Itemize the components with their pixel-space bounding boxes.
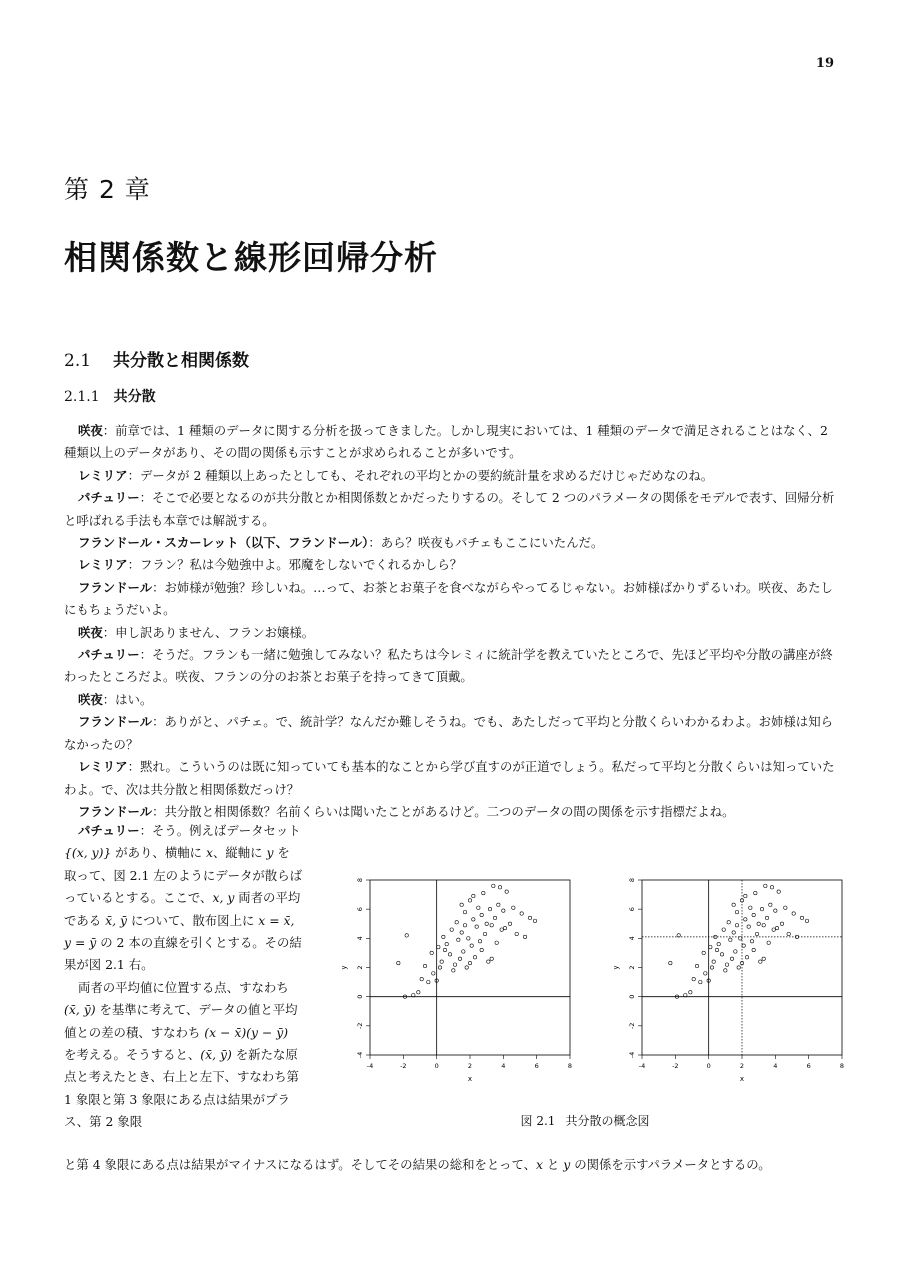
subsection-heading: 共分散: [113, 389, 156, 405]
dialogue-line: [64, 689, 838, 711]
data-point: [762, 924, 765, 927]
dialogue-line: [64, 420, 838, 465]
data-point: [423, 964, 426, 967]
dialogue-text: 黙れ。こういうのは既に知っていても基本的なことから学び直すのが正道でしょう。私だって平均と分散くらいは知っていたわよ。で、次は共分散と相関係数だっけ？: [64, 759, 835, 797]
math-inline: y: [563, 1157, 571, 1172]
data-point: [710, 966, 713, 969]
data-point: [709, 945, 712, 948]
y-tick-label: 8: [356, 877, 364, 883]
narrow-paragraph-2: [64, 977, 302, 1134]
math-inline: x = x̄, y = ȳ: [64, 912, 295, 951]
text-run: と: [542, 1157, 564, 1172]
data-point: [744, 918, 747, 921]
text-run: の 2 本の直線を引くとする。その結果が図 2.1 右。: [64, 935, 302, 973]
data-point: [495, 941, 498, 944]
scatter-plot-left-svg: [330, 868, 580, 1098]
data-point: [704, 972, 707, 975]
chapter-title: 相関係数と線形回帰分析: [64, 238, 438, 277]
section-title: [64, 346, 249, 371]
x-tick-label: -2: [400, 1062, 407, 1070]
data-point: [739, 937, 742, 940]
data-point: [500, 928, 503, 931]
data-point: [438, 966, 441, 969]
x-tick-label: 4: [773, 1062, 778, 1070]
data-point: [722, 928, 725, 931]
y-tick-label: -2: [628, 1022, 636, 1030]
dialogue-line: [64, 577, 838, 622]
speaker-separator: ：: [102, 624, 116, 640]
text-run: 両者の平均である: [64, 890, 301, 928]
y-tick-label: 0: [356, 994, 364, 999]
speaker-name: パチュリー: [78, 647, 140, 663]
data-point: [450, 928, 453, 931]
data-point: [725, 963, 728, 966]
data-point: [452, 969, 455, 972]
dialogue-text: そこで必要となるのが共分散とか相関係数とかだったりするの。そして 2 つのパラメータの関係をモデルで表す、回帰分析と呼ばれる手法も本章では解説する。: [64, 490, 835, 528]
speaker-separator: ：: [127, 467, 140, 483]
page-number: 19: [815, 56, 834, 71]
data-point: [460, 903, 463, 906]
math-inline: x: [205, 845, 213, 861]
data-point: [440, 960, 443, 963]
y-tick-label: -4: [356, 1051, 364, 1059]
dialogue-line: [64, 532, 838, 554]
data-point: [765, 916, 768, 919]
text-run: を取って、図 2.1 左のようにデータが散らばっているとする。ここで、: [64, 845, 302, 906]
data-point: [769, 903, 772, 906]
data-point: [498, 886, 501, 889]
speaker-name: 咲夜: [78, 624, 103, 640]
x-tick-label: 8: [567, 1062, 573, 1070]
dialogue-text: データが 2 種類以上あったとしても、それぞれの平均とかの要約統計量を求めるだけじゃだめなのね。: [139, 467, 714, 483]
section-number: 2.1: [64, 351, 92, 371]
dialogue-line: [64, 554, 838, 576]
data-point: [505, 890, 508, 893]
data-point: [460, 931, 463, 934]
data-point: [483, 932, 486, 935]
x-tick-label: 4: [501, 1062, 506, 1070]
data-point: [737, 966, 740, 969]
x-tick-label: 6: [534, 1062, 539, 1070]
data-point: [462, 950, 465, 953]
data-point: [762, 957, 765, 960]
data-point: [472, 894, 475, 897]
data-point: [468, 899, 471, 902]
data-point: [732, 931, 735, 934]
speaker-separator: ：: [102, 423, 116, 438]
speaker-name: 咲夜: [78, 691, 103, 707]
x-tick-label: -2: [672, 1062, 679, 1070]
data-point: [770, 886, 773, 889]
y-tick-label: 8: [628, 877, 636, 883]
data-point: [760, 907, 763, 910]
data-point: [533, 919, 536, 922]
dialogue-text: 申し訳ありません、フランお嬢様。: [115, 624, 315, 640]
data-point: [512, 906, 515, 909]
dialogue-line: [64, 711, 838, 756]
y-tick-label: 6: [628, 907, 636, 912]
data-point: [432, 972, 435, 975]
speaker-name: 咲夜: [78, 423, 103, 438]
data-point: [488, 907, 491, 910]
x-tick-label: 0: [706, 1062, 711, 1070]
data-point: [463, 924, 466, 927]
x-axis-label: x: [467, 1075, 473, 1083]
data-point: [692, 977, 695, 980]
math-inline: {(x, y)}: [64, 845, 112, 861]
data-point: [742, 944, 745, 947]
data-point: [750, 940, 753, 943]
data-point: [754, 891, 757, 894]
text-run: そう。例えばデータセット: [151, 823, 301, 838]
data-point: [465, 966, 468, 969]
math-inline: (x̄, ȳ): [200, 1047, 232, 1063]
x-tick-label: -4: [366, 1062, 374, 1070]
dialogue-text: 前章では、1 種類のデータに関する分析を扱ってきました。しかし現実においては、1 種類のデータで満足されることはなく、2 種類以上のデータがあり、その間の関係も示すことが求められることが多いです。: [64, 423, 828, 461]
math-inline: x: [535, 1157, 543, 1172]
data-point: [417, 991, 420, 994]
data-point: [455, 921, 458, 924]
data-point: [503, 926, 506, 929]
dialogue-text: そうだ。フランも一緒に勉強してみない？私たちは今レミィに統計学を教えていたところで、先ほど平均や分散の講座が終わったところだよ。咲夜、フランの分のお茶とお菓子を持ってきて頂戴。: [64, 647, 833, 685]
y-axis-label: y: [340, 965, 348, 970]
text-run: を基準に考えて、データの値と平均値との差の積、すなわち: [64, 1002, 298, 1040]
data-point: [787, 932, 790, 935]
data-point: [397, 961, 400, 964]
data-point: [508, 922, 511, 925]
text-run: と第 4 象限にある点は結果がマイナスになるはず。そしてその結果の総和をとって、: [64, 1157, 536, 1172]
x-tick-label: 0: [434, 1062, 439, 1070]
narrow-text-column: [64, 820, 302, 1134]
section-heading: 共分散と相関係数: [113, 351, 250, 371]
data-point: [467, 937, 470, 940]
subsection-title: [64, 386, 156, 406]
data-point: [497, 903, 500, 906]
data-point: [745, 956, 748, 959]
data-point: [458, 957, 461, 960]
y-tick-label: 6: [356, 907, 364, 912]
data-point: [689, 991, 692, 994]
data-point: [699, 980, 702, 983]
speaker-separator: ：: [152, 579, 165, 595]
chapter-label: 第 2 章: [64, 175, 151, 204]
y-tick-label: 2: [628, 965, 636, 970]
data-point: [437, 945, 440, 948]
data-point: [752, 948, 755, 951]
dialogue-line: [64, 487, 838, 532]
data-point: [729, 938, 732, 941]
data-point: [480, 913, 483, 916]
data-point: [747, 925, 750, 928]
y-axis-label: y: [612, 965, 620, 970]
dialogue-text: お姉様が勉強？珍しいね。…って、お茶とお菓子を食べながらやってるじゃない。お姉様ばかりずるいわ。咲夜、あたしにもちょうだいよ。: [64, 579, 833, 618]
x-tick-label: 6: [806, 1062, 811, 1070]
y-tick-label: 4: [356, 936, 364, 941]
speaker-separator: ：: [102, 691, 116, 707]
data-point: [492, 884, 495, 887]
data-point: [493, 916, 496, 919]
figure-2-1: [330, 868, 850, 1108]
data-point: [712, 960, 715, 963]
data-point: [528, 916, 531, 919]
math-inline: y: [266, 845, 274, 861]
data-point: [735, 924, 738, 927]
speaker-name: パチュリー: [78, 823, 140, 838]
dialogue-line: [64, 622, 838, 644]
data-point: [784, 906, 787, 909]
dialogue-text: 共分散と相関係数？名前くらいは聞いたことがあるけど。二つのデータの間の関係を示す指標だよね。: [164, 803, 735, 819]
data-point: [734, 950, 737, 953]
speaker-name: パチュリー: [78, 490, 140, 506]
data-point: [520, 912, 523, 915]
speaker-name: フランドール: [78, 714, 153, 730]
plot-frame: [370, 880, 570, 1055]
y-tick-label: 2: [356, 965, 364, 970]
data-point: [777, 890, 780, 893]
speaker-separator: ：: [127, 759, 140, 775]
y-tick-label: 4: [628, 936, 636, 941]
data-point: [478, 940, 481, 943]
data-point: [457, 938, 460, 941]
data-point: [515, 932, 518, 935]
data-point: [473, 956, 476, 959]
data-point: [443, 948, 446, 951]
data-point: [717, 942, 720, 945]
math-inline: x, y: [212, 890, 235, 906]
data-point: [482, 891, 485, 894]
speaker-name: フランドール: [78, 803, 153, 819]
scatter-plot-right-svg: [602, 868, 852, 1098]
text-run: があり、横軸に: [111, 845, 206, 861]
speaker-name: レミリア: [78, 467, 128, 483]
data-point: [715, 948, 718, 951]
dialogue-line: [64, 756, 838, 801]
speaker-separator: ：: [152, 803, 165, 819]
speaker-name: レミリア: [78, 759, 128, 775]
data-point: [442, 935, 445, 938]
x-axis-label: x: [739, 1075, 745, 1083]
dialogue-line: [64, 465, 838, 487]
data-point: [453, 963, 456, 966]
math-inline: (x − x̄)(y − ȳ): [204, 1024, 289, 1040]
x-tick-label: 2: [467, 1062, 473, 1070]
text-run: 両者の平均値に位置する点、すなわち: [78, 979, 289, 995]
data-point: [463, 910, 466, 913]
text-run: の関係を示すパラメータとするの。: [570, 1157, 771, 1172]
dialogue-line: [64, 644, 838, 689]
subsection-number: 2.1.1: [64, 389, 100, 405]
data-point: [480, 948, 483, 951]
data-point: [720, 953, 723, 956]
data-point: [490, 924, 493, 927]
caption-text: 共分散の概念図: [565, 1114, 650, 1128]
data-point: [775, 926, 778, 929]
data-point: [490, 957, 493, 960]
data-point: [695, 964, 698, 967]
text-run: を考える。そうすると、: [64, 1047, 201, 1063]
data-point: [502, 909, 505, 912]
data-point: [727, 921, 730, 924]
speaker-separator: ：: [139, 490, 152, 506]
x-tick-label: 2: [739, 1062, 745, 1070]
data-point: [752, 913, 755, 916]
dialogue-body: [64, 420, 838, 823]
figure-caption: [330, 1112, 840, 1129]
data-point: [774, 909, 777, 912]
data-point: [487, 960, 490, 963]
caption-number: 図 2.1: [520, 1114, 556, 1128]
dialogue-text: フラン？私は今勉強中よ。邪魔をしないでくれるかしら？: [139, 557, 463, 573]
data-point: [468, 961, 471, 964]
y-tick-label: -2: [356, 1022, 364, 1030]
data-point: [757, 922, 760, 925]
data-point: [772, 928, 775, 931]
y-tick-label: -4: [628, 1051, 636, 1059]
text-run: 、縦軸に: [212, 845, 267, 861]
speaker-name: レミリア: [78, 557, 128, 573]
speaker-separator: ：: [127, 557, 140, 573]
data-point: [735, 910, 738, 913]
speaker-separator: ：: [368, 535, 381, 551]
data-point: [430, 951, 433, 954]
scatter-plot-left: [330, 868, 580, 1098]
text-run: について、散布図上に: [127, 912, 259, 928]
data-point: [724, 969, 727, 972]
text-run: を新たな原点と考えたとき、右上と左下、すなわち第 1 象限と第 3 象限にある点は結果がプラス、第 2 象限: [64, 1047, 299, 1130]
data-point: [759, 960, 762, 963]
math-inline: x̄, ȳ: [105, 912, 127, 928]
math-inline: (x̄, ȳ): [64, 1002, 96, 1018]
data-point: [800, 916, 803, 919]
data-point: [448, 953, 451, 956]
data-point: [764, 884, 767, 887]
data-point: [405, 934, 408, 937]
data-point: [445, 942, 448, 945]
data-point: [475, 925, 478, 928]
data-point: [749, 906, 752, 909]
y-tick-label: 0: [628, 994, 636, 999]
data-point: [420, 977, 423, 980]
speaker-name: フランドール: [78, 579, 153, 595]
data-point: [744, 894, 747, 897]
data-point: [755, 932, 758, 935]
final-paragraph: [64, 1154, 838, 1176]
x-tick-label: -4: [638, 1062, 646, 1070]
data-point: [780, 922, 783, 925]
dialogue-text: ありがと、パチェ。で、統計学？なんだか難しそうね。でも、あたしだって平均と分散くらいわかるわよ。お姉様は知らなかったの？: [64, 714, 833, 752]
speaker-separator: ：: [152, 714, 165, 730]
data-point: [730, 957, 733, 960]
data-point: [805, 919, 808, 922]
data-point: [485, 922, 488, 925]
data-point: [792, 912, 795, 915]
data-point: [470, 944, 473, 947]
data-point: [427, 980, 430, 983]
narrow-paragraph-1: パチュリー：そう。例えばデータセット {(x, y)} があり、横軸に x、縦軸に y を取って、図 2.1 左のようにデータが散らばっているとする。ここで、x, y 両者の平均である x̄, ȳ について、散布図上に x = x̄, y = ȳ の 2 本の直線を引くとする。その結果が図 2.1 右。: [64, 823, 302, 973]
speaker-name: フランドール・スカーレット（以下、フランドール）: [78, 535, 369, 551]
speaker-separator: ：: [139, 647, 152, 663]
data-point: [702, 951, 705, 954]
dialogue-text: はい。: [115, 691, 153, 707]
data-point: [472, 918, 475, 921]
data-point: [523, 935, 526, 938]
scatter-plot-right: [602, 868, 852, 1098]
x-tick-label: 8: [839, 1062, 845, 1070]
data-point: [767, 941, 770, 944]
data-point: [732, 903, 735, 906]
data-point: [477, 906, 480, 909]
data-point: [669, 961, 672, 964]
dialogue-text: あら？咲夜もパチェもここにいたんだ。: [380, 535, 604, 551]
